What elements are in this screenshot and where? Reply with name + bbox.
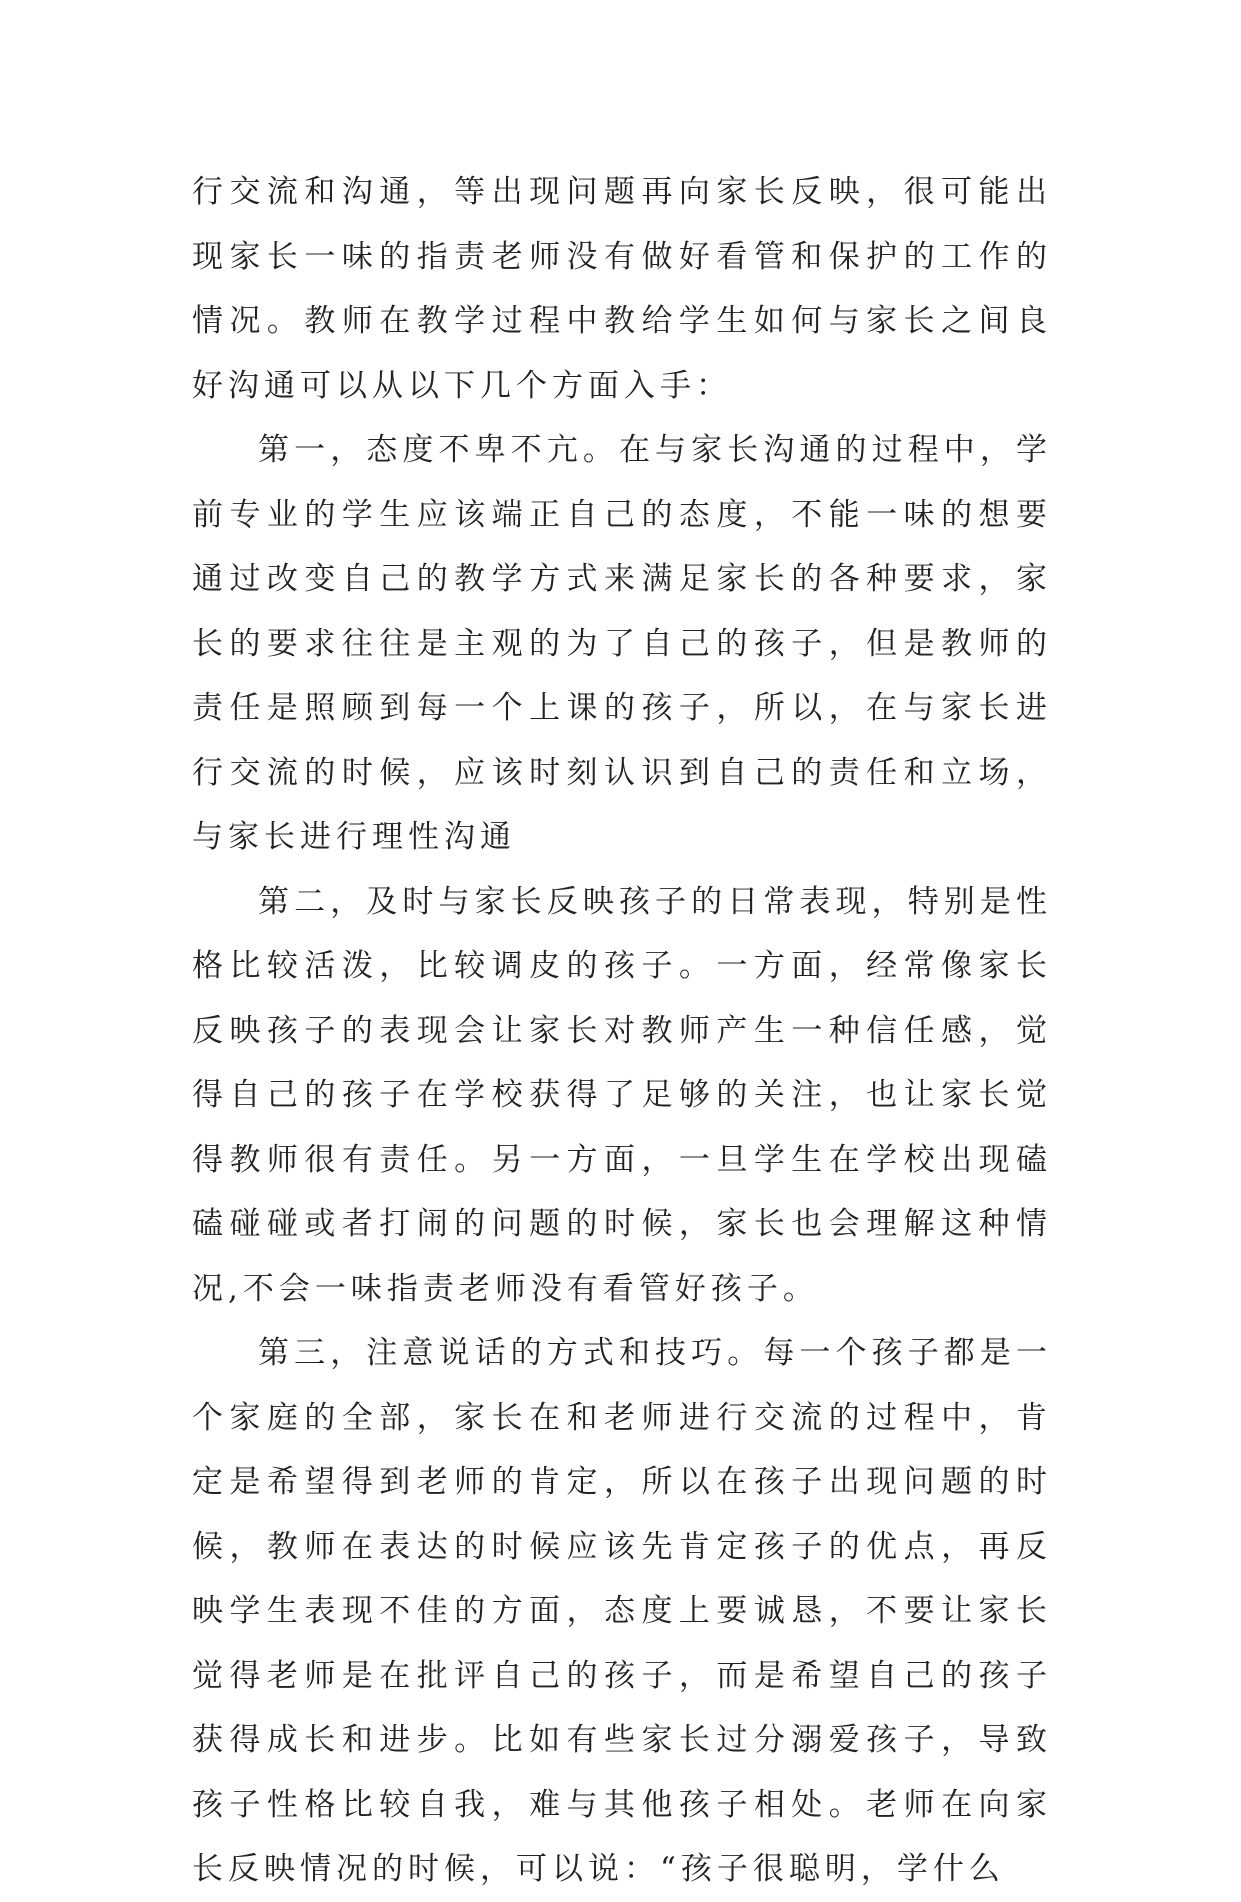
body-text: [192, 160, 1052, 1902]
paragraph-intro: 行交流和沟通，等出现问题再向家长反映，很可能出现家长一味的指责老师没有做好看管和保护的工作的情况。教师在教学过程中教给学生如何与家长之间良好沟通可以从以下几个方面入手：: [192, 174, 1052, 404]
paragraph-point-one: 第一，态度不卑不亢。在与家长沟通的过程中，学前专业的学生应该端正自己的态度，不能一味的想要通过改变自己的教学方式来满足家长的各种要求，家长的要求往往是主观的为了自己的孩子，但是教师的责任是照顾到每一个上课的孩子，所以，在与家长进行交流的时候，应该时刻认识到自己的责任和立场，与家长进行理性沟通: [192, 432, 1052, 855]
paragraph-point-three: 第三，注意说话的方式和技巧。每一个孩子都是一个家庭的全部，家长在和老师进行交流的过程中，肯定是希望得到老师的肯定，所以在孩子出现问题的时候，教师在表达的时候应该先肯定孩子的优点，再反映学生表现不佳的方面，态度上要诚恳，不要让家长觉得老师是在批评自己的孩子，而是希望自己的孩子获得成长和进步。比如有些家长过分溺爱孩子，导致孩子性格比较自我，难与其他孩子相处。老师在向家长反映情况的时候，可以说：“孩子很聪明，学什么: [192, 1335, 1052, 1887]
paragraph-point-two: 第二，及时与家长反映孩子的日常表现，特别是性格比较活泼，比较调皮的孩子。一方面，经常像家长反映孩子的表现会让家长对教师产生一种信任感，觉得自己的孩子在学校获得了足够的关注，也让家长觉得教师很有责任。另一方面，一旦学生在学校出现磕磕碰碰或者打闹的问题的时候，家长也会理解这种情况,不会一味指责老师没有看管好孩子。: [192, 883, 1052, 1307]
